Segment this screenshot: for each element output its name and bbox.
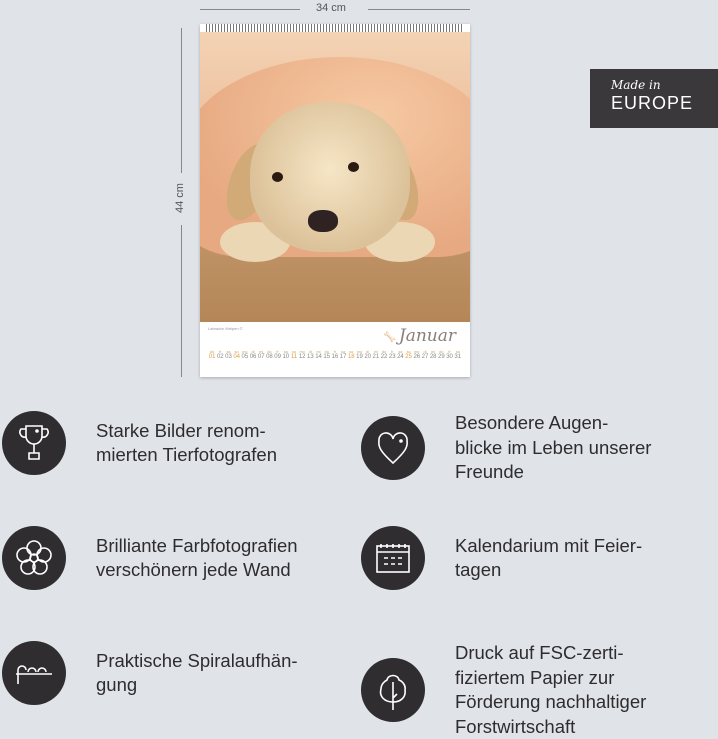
calendar-day (347, 350, 355, 360)
feature-item (361, 526, 642, 590)
weekday-label: fr (448, 350, 451, 354)
calendar-day (282, 350, 290, 360)
day-number: 23 (388, 354, 396, 360)
width-label: 34 cm (316, 2, 346, 14)
weekday-label: do (267, 350, 272, 354)
day-number: 07 (257, 354, 265, 360)
calendar-day (216, 350, 224, 360)
tree-icon (361, 658, 425, 722)
weekday-label: do (324, 350, 329, 354)
weekday-label: mi (259, 350, 264, 354)
calendar-day (421, 350, 429, 360)
day-number: 12 (298, 354, 306, 360)
day-number: 10 (282, 354, 290, 360)
day-row (208, 350, 462, 360)
badge-small-text: Made in (611, 78, 661, 92)
day-number: 31 (454, 354, 462, 360)
weekday-label: sa (341, 350, 346, 354)
feature-text: Kalendarium mit Feier- tagen (455, 534, 643, 580)
calendar-day (331, 350, 339, 360)
feature-item (2, 641, 298, 705)
weekday-label: sa (398, 350, 403, 354)
calendar-day (380, 350, 388, 360)
height-dimension-line (181, 28, 182, 173)
day-number: 18 (347, 354, 355, 360)
day-number: 06 (249, 354, 257, 360)
made-in-europe-badge (590, 69, 718, 128)
day-number: 02 (216, 354, 224, 360)
feature-item (361, 411, 651, 485)
feature-item (2, 411, 277, 475)
calendar-day (396, 350, 404, 360)
day-number: 09 (274, 354, 281, 360)
calendar-day (257, 350, 265, 360)
day-number: 27 (421, 354, 429, 360)
day-number: 13 (307, 354, 314, 360)
photo-credit: Labrador Welpen © (208, 326, 243, 331)
day-number: 16 (331, 354, 339, 360)
weekday-label: do (439, 350, 444, 354)
calendar-day (233, 350, 241, 360)
spiral-binding (206, 24, 464, 32)
width-dimension-line (200, 9, 300, 10)
weekday-label: mo (299, 350, 305, 354)
weekday-label: so (406, 350, 411, 354)
day-number: 25 (405, 354, 412, 360)
day-number: 01 (208, 354, 216, 360)
calendar-day (454, 350, 462, 360)
weekday-label: mo (242, 350, 248, 354)
wall-calendar-preview (200, 24, 470, 377)
calendar-day (298, 350, 306, 360)
weekday-label: do (209, 350, 215, 354)
day-number: 30 (446, 354, 453, 360)
month-title: Januar (398, 326, 456, 346)
weekday-label: sa (455, 350, 460, 354)
weekday-label: di (308, 350, 312, 354)
calendar-day (306, 350, 314, 360)
day-number: 17 (339, 354, 347, 360)
puppy-photo (200, 32, 470, 322)
weekday-label: so (291, 350, 296, 354)
calendar-icon (361, 526, 425, 590)
calendar-day (274, 350, 282, 360)
bone-icon: 🦴 (383, 332, 396, 343)
day-number: 19 (356, 354, 363, 360)
feature-text: Druck auf FSC-zerti- fiziertem Papier zur Förderung nachhaltiger Forstwirtschaft (455, 642, 647, 737)
feature-text: Besondere Augen- blicke im Leben unserer Freunde (455, 412, 652, 482)
flower-icon (2, 526, 66, 590)
calendar-day (339, 350, 347, 360)
calendar-day (265, 350, 273, 360)
weekday-label: fr (333, 350, 337, 354)
weekday-label: fr (219, 350, 222, 354)
weekday-label: sa (226, 350, 231, 354)
day-number: 11 (290, 354, 298, 360)
day-number: 05 (241, 354, 249, 360)
height-dimension-line (181, 225, 182, 377)
calendar-day (429, 350, 437, 360)
feature-text: Praktische Spiralaufhän- gung (96, 649, 298, 695)
heart-icon (361, 416, 425, 480)
badge-big-text: EUROPE (611, 93, 694, 113)
calendar-day (290, 350, 298, 360)
feature-item (361, 641, 646, 739)
weekday-label: fr (276, 350, 279, 354)
calendar-day (364, 350, 372, 360)
weekday-label: sa (283, 350, 288, 354)
calendar-day (388, 350, 396, 360)
calendar-month-strip (200, 322, 470, 377)
feature-text: Starke Bilder renom- mierten Tierfotografen (96, 419, 277, 465)
weekday-label: so (349, 350, 354, 354)
calendar-day (445, 350, 453, 360)
day-number: 03 (225, 354, 232, 360)
weekday-label: di (366, 350, 370, 354)
calendar-day (437, 350, 445, 360)
weekday-label: di (251, 350, 255, 354)
day-number: 04 (233, 354, 240, 360)
feature-text: Brilliante Farbfotografien verschönern jede Wand (96, 534, 298, 580)
day-number: 15 (323, 354, 331, 360)
height-label: 44 cm (173, 183, 186, 213)
day-number: 22 (380, 354, 388, 360)
weekday-label: mo (356, 350, 363, 354)
weekday-label: mi (316, 350, 321, 354)
day-number: 26 (413, 354, 421, 360)
weekday-label: mi (373, 350, 378, 354)
trophy-icon (2, 411, 66, 475)
calendar-day (372, 350, 380, 360)
calendar-day (405, 350, 413, 360)
calendar-day (224, 350, 232, 360)
calendar-day (413, 350, 421, 360)
calendar-day (314, 350, 322, 360)
day-number: 21 (372, 354, 380, 360)
spiral-icon (2, 641, 66, 705)
weekday-label: so (234, 350, 239, 354)
day-number: 29 (438, 354, 445, 360)
feature-item (2, 526, 298, 590)
day-number: 08 (266, 354, 273, 360)
weekday-label: do (381, 350, 387, 354)
calendar-day (323, 350, 331, 360)
day-number: 24 (397, 354, 404, 360)
day-number: 20 (364, 354, 371, 360)
calendar-day (208, 350, 216, 360)
day-number: 28 (429, 354, 437, 360)
weekday-label: mi (431, 350, 436, 354)
calendar-day (249, 350, 257, 360)
width-dimension-line (368, 9, 470, 10)
weekday-label: di (423, 350, 427, 354)
day-number: 14 (315, 354, 322, 360)
weekday-label: fr (391, 350, 394, 354)
calendar-day (355, 350, 363, 360)
calendar-day (241, 350, 249, 360)
weekday-label: mo (414, 350, 420, 354)
